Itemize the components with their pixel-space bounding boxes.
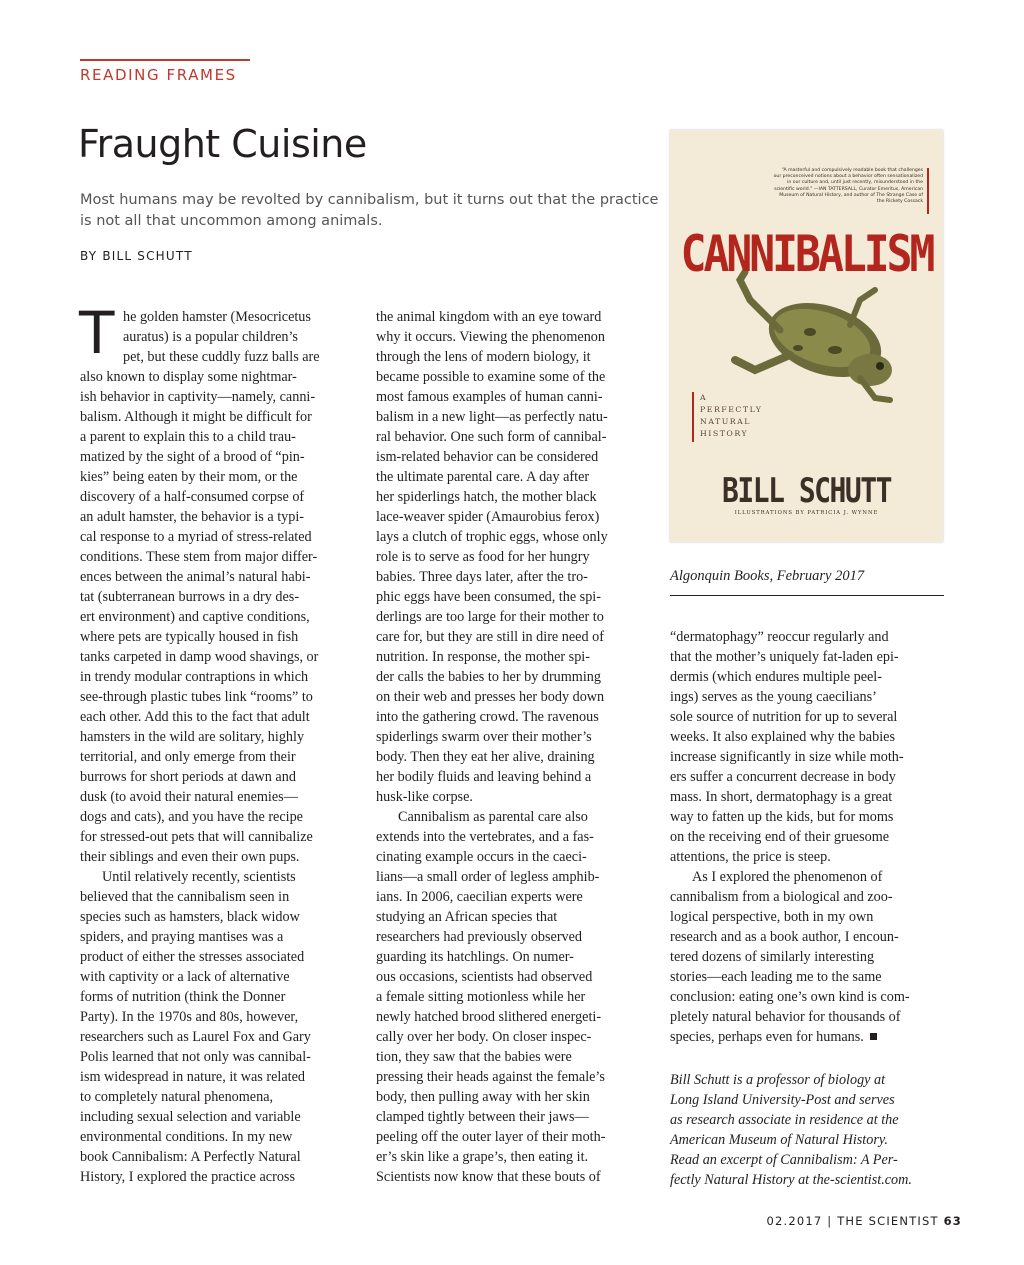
caption-rule: [670, 595, 944, 596]
text-line: ral behavior. One such form of cannibal-: [376, 429, 607, 445]
text-line: increase significantly in size while moth-: [670, 749, 904, 765]
text-line: derlings are too large for their mother to: [376, 609, 604, 625]
text-line: where pets are typically housed in fish: [80, 629, 299, 645]
text-line: Cannibalism as parental care also: [398, 809, 588, 825]
text-line: that the mother’s uniquely fat-laden epi-: [670, 649, 899, 665]
paragraph-3: [376, 307, 652, 807]
text-line: on the receiving end of their gruesome: [670, 829, 890, 845]
text-line: studying an African species that: [376, 909, 558, 925]
bio-line: fectly Natural History at the-scientist.com.: [670, 1172, 912, 1188]
text-line: As I explored the phenomenon of: [692, 869, 883, 885]
paragraph-2: [80, 867, 360, 1187]
text-line: pressing their heads against the female’s: [376, 1069, 605, 1085]
author-bio: [670, 1070, 946, 1190]
text-line: to completely natural phenomena,: [80, 1089, 274, 1105]
text-line: er’s skin like a grape’s, then eating it.: [376, 1149, 589, 1165]
column-3: [670, 627, 946, 1047]
footer-issue: 02.2017 | THE SCIENTIST: [766, 1214, 939, 1228]
text-line: species, perhaps even for humans.: [670, 1027, 946, 1047]
text-line: Scientists now know that these bouts of: [376, 1169, 601, 1185]
subtitle-bar: [692, 392, 694, 442]
subtitle-line: HISTORY: [700, 429, 749, 438]
text-line: he golden hamster (Mesocricetus: [123, 309, 311, 325]
article-title: Fraught Cuisine: [78, 122, 367, 166]
text-line: product of either the stresses associated: [80, 949, 305, 965]
end-mark: [870, 1033, 877, 1040]
bio-line: American Museum of Natural History.: [670, 1132, 888, 1148]
text-line: ences between the animal’s natural habi-: [80, 569, 311, 585]
text-line: her spiderlings hatch, the mother black: [376, 489, 597, 505]
text-line: Polis learned that not only was cannibal-: [80, 1049, 311, 1065]
text-line: into the gathering crowd. The ravenous: [376, 709, 599, 725]
text-line: including sexual selection and variable: [80, 1109, 301, 1125]
text-line: nutrition. In response, the mother spi-: [376, 649, 590, 665]
text-line: babies. Three days later, after the tro-: [376, 569, 588, 585]
text-line: newly hatched brood slithered energeti-: [376, 1009, 602, 1025]
paragraph-5: [670, 627, 946, 867]
text-line: became possible to examine some of the: [376, 369, 606, 385]
text-line: guarding its hatchlings. On numer-: [376, 949, 574, 965]
text-line: spiderlings swarm over their mother’s: [376, 729, 592, 745]
text-line: their siblings and even their own pups.: [80, 849, 300, 865]
text-line: husk-like corpse.: [376, 789, 473, 805]
blurb-bar: [927, 168, 929, 214]
text-line: cinating example occurs in the caeci-: [376, 849, 587, 865]
text-line: mass. In short, dermatophagy is a great: [670, 789, 893, 805]
book-author: BILL SCHUTT: [722, 470, 891, 511]
subtitle-line: A: [700, 393, 708, 402]
text-line: for stressed-out pets that will cannibalize: [80, 829, 313, 845]
page-footer: [766, 1214, 962, 1228]
text-line: through the lens of modern biology, it: [376, 349, 591, 365]
text-line: History, I explored the practice across: [80, 1169, 295, 1185]
text-line: why it occurs. Viewing the phenomenon: [376, 329, 605, 345]
text-line: hamsters in the wild are solitary, highly: [80, 729, 305, 745]
text-line: a female sitting motionless while her: [376, 989, 586, 1005]
text-line: believed that the cannibalism seen in: [80, 889, 290, 905]
text-line: lace-weaver spider (Amaurobius ferox): [376, 509, 600, 525]
text-line: the ultimate parental care. A day after: [376, 469, 590, 485]
book-illustrator: ILLUSTRATIONS BY PATRICIA J. WYNNE: [734, 510, 879, 516]
text-line: lians—a small order of legless amphib-: [376, 869, 600, 885]
column-1: [79, 299, 360, 1187]
text-line: the animal kingdom with an eye toward: [376, 309, 602, 325]
text-line: her bodily fluids and leaving behind a: [376, 769, 592, 785]
bio-line: as research associate in residence at the: [670, 1112, 899, 1128]
book-cover: [670, 130, 943, 542]
article-dek: Most humans may be revolted by cannibalism, but it turns out that the practice is not all that uncommon among animals.: [80, 192, 659, 229]
text-line: cannibalism from a biological and zoo-: [670, 889, 893, 905]
text-line: attentions, the price is steep.: [670, 849, 831, 865]
section-rule: [80, 59, 250, 61]
text-line: burrows for short periods at dawn and: [80, 769, 296, 785]
text-line: each other. Add this to the fact that adult: [80, 709, 310, 725]
book-title: CANNIBALISM: [680, 226, 933, 284]
text-line: in trendy modular contraptions in which: [80, 669, 309, 685]
text-line: territorial, and only emerge from their: [80, 749, 296, 765]
text-line: forms of nutrition (think the Donner: [80, 989, 286, 1005]
text-line: der calls the babies to her by drumming: [376, 669, 601, 685]
bio-line: Long Island University-Post and serves: [670, 1092, 895, 1108]
text-line: environmental conditions. In my new: [80, 1129, 293, 1145]
text-line: phic eggs have been consumed, the spi-: [376, 589, 601, 605]
text-line: dogs and cats), and you have the recipe: [80, 809, 303, 825]
text-line: dermis (which endures multiple peel-: [670, 669, 882, 685]
text-line: tion, they saw that the babies were: [376, 1049, 572, 1065]
text-line: ert environment) and captive conditions,: [80, 609, 310, 625]
text-line: pet, but these cuddly fuzz balls are: [123, 349, 320, 365]
text-line: book Cannibalism: A Perfectly Natural: [80, 1149, 301, 1165]
text-line: Party). In the 1970s and 80s, however,: [80, 1009, 299, 1025]
page-number: 63: [943, 1214, 962, 1228]
text-line: ous occasions, scientists had observed: [376, 969, 593, 985]
text-line: discovery of a half-consumed corpse of: [80, 489, 305, 505]
bio-line: Read an excerpt of Cannibalism: A Per-: [670, 1152, 898, 1168]
section-label: READING FRAMES: [80, 66, 237, 84]
text-line: clamped tightly between their jaws—: [376, 1109, 589, 1125]
text-line: on their web and presses her body down: [376, 689, 605, 705]
text-line: researchers such as Laurel Fox and Gary: [80, 1029, 311, 1045]
text-line: researchers had previously observed: [376, 929, 583, 945]
text-line: peeling off the outer layer of their moth-: [376, 1129, 606, 1145]
text-line: ers suffer a concurrent decrease in body: [670, 769, 896, 785]
book-blurb: “A masterful and compulsively readable book that challenges our preconceived notions about a behavior often sensationalized in our culture and, until just recently, misunderstood in the scientific world.” —IAN TATTERSALL, Curator Emeritus, American Museum of Natural History, and author of The Strange Case of the Rickety Cossack: [773, 168, 923, 205]
text-line: cally over her body. On closer inspec-: [376, 1029, 592, 1045]
paragraph-lines: [79, 299, 360, 867]
text-line: tered dozens of similarly interesting: [670, 949, 875, 965]
text-line: spiders, and praying mantises was a: [80, 929, 284, 945]
text-line: conclusion: eating one’s own kind is com-: [670, 989, 910, 1005]
text-line: ism widespread in nature, it was related: [80, 1069, 305, 1085]
text-line: weeks. It also explained why the babies: [670, 729, 895, 745]
text-line: “dermatophagy” reoccur regularly and: [670, 629, 889, 645]
text-line: body, then pulling away with her skin: [376, 1089, 590, 1105]
text-line: tanks carpeted in damp wood shavings, or: [80, 649, 319, 665]
text-line: research and as a book author, I encoun-: [670, 929, 899, 945]
text-line: way to fatten up the kids, but for moms: [670, 809, 894, 825]
subtitle-line: NATURAL: [700, 417, 751, 426]
text-line: ings) serves as the young caecilians’: [670, 689, 877, 705]
text-line: lays a clutch of trophic eggs, whose only: [376, 529, 608, 545]
text-line: Until relatively recently, scientists: [102, 869, 296, 885]
text-line: ians. In 2006, caecilian experts were: [376, 889, 583, 905]
text-line: matized by the sight of a brood of “pin-: [80, 449, 305, 465]
text-line: care for, but they are still in dire need of: [376, 629, 604, 645]
text-line: balism in a new light—as perfectly natu-: [376, 409, 608, 425]
drop-cap: T: [79, 299, 115, 367]
text-line: extends into the vertebrates, and a fas-: [376, 829, 594, 845]
paragraph-6: [670, 867, 946, 1047]
book-subtitle: [700, 392, 762, 440]
text-line: tat (subterranean burrows in a dry des-: [80, 589, 300, 605]
text-line: stories—each leading me to the same: [670, 969, 882, 985]
byline: BY BILL SCHUTT: [80, 249, 193, 263]
text-line: see-through plastic tubes link “rooms” to: [80, 689, 313, 705]
bio-line: Bill Schutt is a professor of biology at: [670, 1072, 886, 1088]
text-line: conditions. These stem from major differ-: [80, 549, 318, 565]
text-line: ish behavior in captivity—namely, canni-: [80, 389, 316, 405]
text-line: dusk (to avoid their natural enemies—: [80, 789, 298, 805]
text-line: ism-related behavior can be considered: [376, 449, 599, 465]
text-line: an adult hamster, the behavior is a typi-: [80, 509, 304, 525]
text-line: auratus) is a popular children’s: [123, 329, 298, 345]
subtitle-line: PERFECTLY: [700, 405, 763, 414]
text-line: a parent to explain this to a child trau-: [80, 429, 296, 445]
cover-caption: Algonquin Books, February 2017: [670, 568, 865, 584]
paragraph-4: [376, 807, 652, 1187]
text-line: also known to display some nightmar-: [80, 369, 297, 385]
text-line: species such as hamsters, black widow: [80, 909, 300, 925]
text-line: balism. Although it might be difficult for: [80, 409, 312, 425]
text-line: body. Then they eat her alive, draining: [376, 749, 595, 765]
text-line: sole source of nutrition for up to several: [670, 709, 898, 725]
column-2: [376, 307, 652, 1187]
text-line: cal response to a myriad of stress-related: [80, 529, 312, 545]
text-line: logical perspective, both in my own: [670, 909, 874, 925]
text-line: pletely natural behavior for thousands of: [670, 1009, 901, 1025]
text-line: with captivity or a lack of alternative: [80, 969, 290, 985]
paragraph-1: [79, 299, 360, 867]
text-line: role is to serve as food for her hungry: [376, 549, 590, 565]
text-line: most famous examples of human canni-: [376, 389, 603, 405]
text-line: kies” being eaten by their mom, or the: [80, 469, 298, 485]
